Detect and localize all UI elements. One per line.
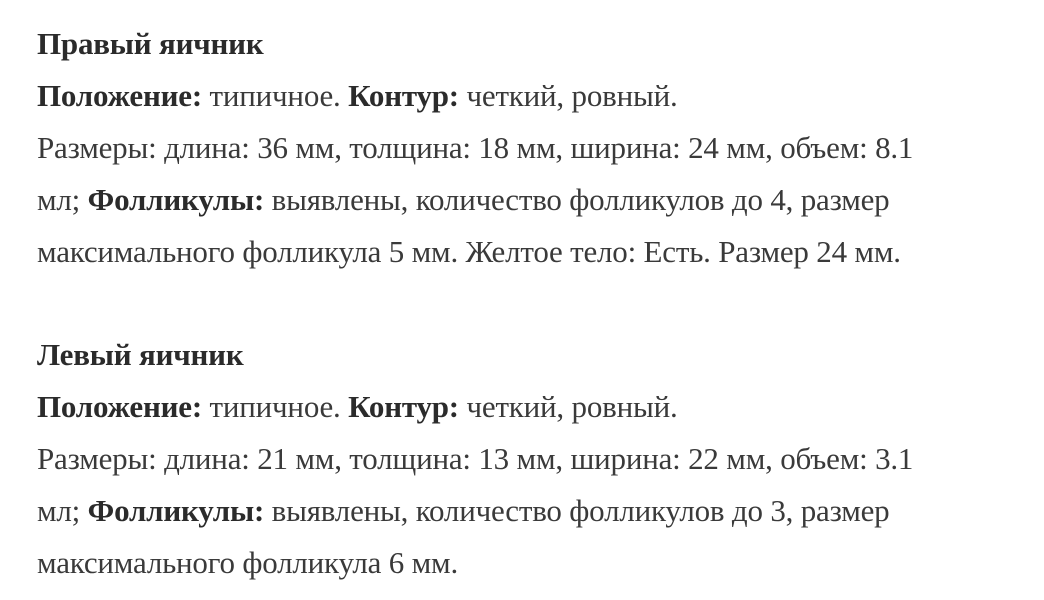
follicle-size-line: максимального фолликула 6 мм. [37, 545, 459, 580]
position-label: Положение: [37, 389, 202, 424]
follicles-value: выявлены, количество фолликулов до 3, размер [264, 493, 890, 528]
contour-label: Контур: [348, 78, 459, 113]
position-contour-line [37, 70, 997, 122]
left-ovary-section [37, 329, 997, 589]
follicles-line [37, 174, 997, 226]
contour-value: четкий, ровный. [458, 389, 678, 424]
section-title: Левый яичник [37, 337, 244, 372]
follicles-line [37, 485, 997, 537]
position-label: Положение: [37, 78, 202, 113]
volume-unit: мл; [37, 493, 88, 528]
position-value: типичное. [201, 389, 349, 424]
follicles-value: выявлены, количество фолликулов до 4, размер [264, 182, 890, 217]
position-value: типичное. [201, 78, 349, 113]
section-title: Правый яичник [37, 26, 264, 61]
position-contour-line [37, 381, 997, 433]
right-ovary-section [37, 18, 997, 278]
dimensions-line: Размеры: длина: 21 мм, толщина: 13 мм, ширина: 22 мм, объем: 3.1 [37, 441, 914, 476]
volume-unit: мл; [37, 182, 88, 217]
follicle-size-line: максимального фолликула 5 мм. Желтое тело: Есть. Размер 24 мм. [37, 234, 901, 269]
dimensions-line: Размеры: длина: 36 мм, толщина: 18 мм, ширина: 24 мм, объем: 8.1 [37, 130, 914, 165]
contour-label: Контур: [348, 389, 459, 424]
contour-value: четкий, ровный. [458, 78, 678, 113]
follicles-label: Фолликулы: [87, 182, 265, 217]
follicles-label: Фолликулы: [87, 493, 265, 528]
